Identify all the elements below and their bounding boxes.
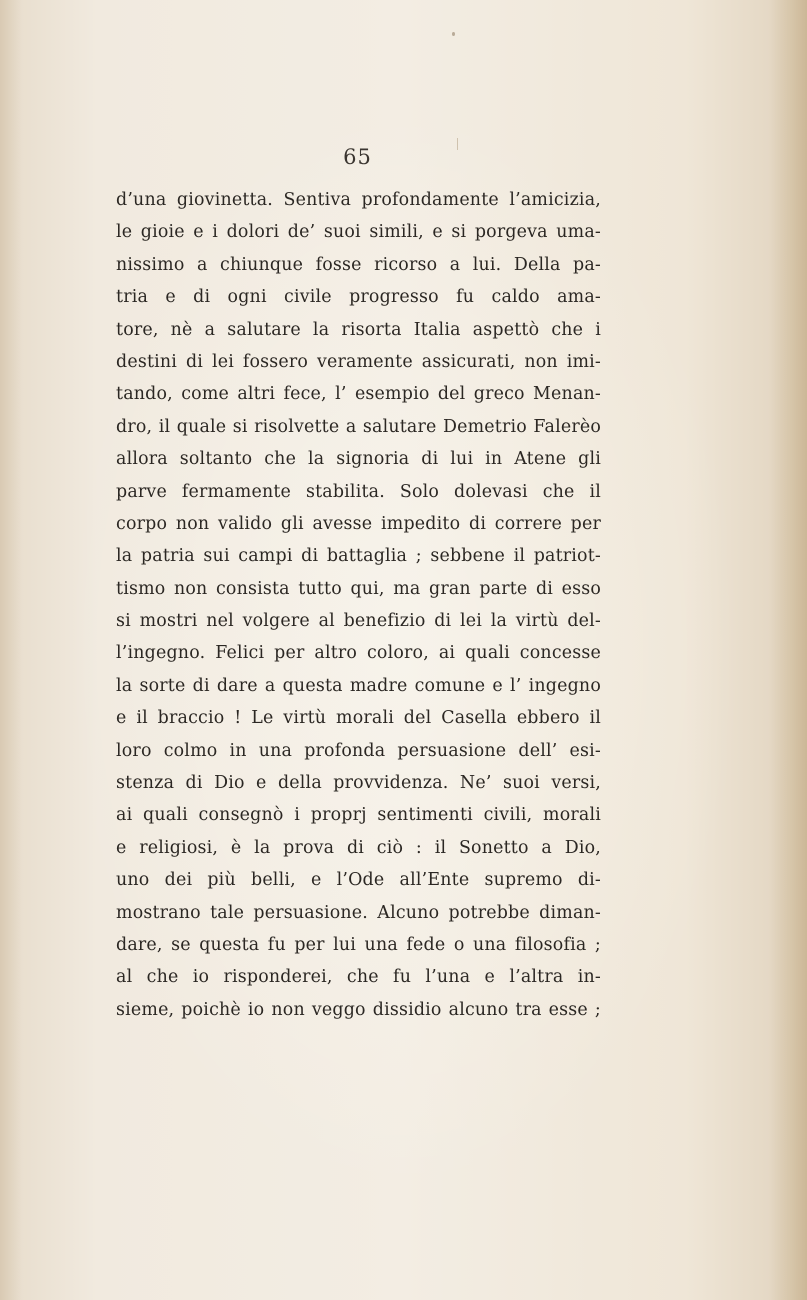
text-line: allora soltanto che la signoria di lui in Atene gli — [116, 449, 601, 470]
text-line: le gioie e i dolori de’ suoi simili, e si porgeva uma- — [116, 222, 601, 243]
text-line: sieme, poichè io non veggo dissidio alcuno tra esse ; — [116, 999, 601, 1020]
body-text — [116, 178, 601, 1020]
text-line: e religiosi, è la prova di ciò : il Sonetto a Dio, — [116, 837, 601, 858]
text-line: si mostri nel volgere al benefizio di lei la virtù del- — [116, 611, 601, 632]
page-shadow-left — [0, 0, 22, 1300]
text-line: d’una giovinetta. Sentiva profondamente l’amicizia, — [116, 190, 601, 210]
text-line: tando, come altri fece, l’ esempio del greco Menan- — [116, 384, 601, 405]
text-line: mostrano tale persuasione. Alcuno potrebbe diman- — [116, 902, 601, 923]
text-line: tria e di ogni civile progresso fu caldo ama- — [116, 287, 601, 308]
text-line: ai quali consegnò i proprj sentimenti civili, morali — [116, 805, 601, 826]
text-line: e il braccio ! Le virtù morali del Casella ebbero il — [116, 708, 601, 729]
text-line: destini di lei fossero veramente assicurati, non imi- — [116, 351, 601, 372]
text-line: tore, nè a salutare la risorta Italia aspettò che i — [116, 319, 601, 340]
paper-speck — [452, 32, 455, 36]
text-line: dare, se questa fu per lui una fede o una filosofia ; — [116, 934, 601, 955]
text-line: dro, il quale si risolvette a salutare Demetrio Falerèo — [116, 416, 601, 437]
text-line: al che io risponderei, che fu l’una e l’altra in- — [116, 967, 601, 988]
text-line: la patria sui campi di battaglia ; sebbene il patriot- — [116, 546, 601, 567]
text-line: la sorte di dare a questa madre comune e l’ ingegno — [116, 675, 601, 696]
page-shadow-right — [769, 0, 807, 1300]
text-line: nissimo a chiunque fosse ricorso a lui. Della pa- — [116, 254, 601, 275]
text-line: loro colmo in una profonda persuasione dell’ esi- — [116, 740, 601, 761]
text-line: tismo non consista tutto qui, ma gran parte di esso — [116, 578, 601, 599]
text-line: corpo non valido gli avesse impedito di correre per — [116, 513, 601, 534]
text-line: stenza di Dio e della provvidenza. Ne’ suoi versi, — [116, 773, 601, 794]
text-line: parve fermamente stabilita. Solo dolevasi che il — [116, 481, 601, 502]
page-number: 65 — [343, 145, 372, 169]
text-line: l’ingegno. Felici per altro coloro, ai quali concesse — [116, 643, 601, 664]
text-line: uno dei più belli, e l’Ode all’Ente supremo di- — [116, 870, 601, 891]
